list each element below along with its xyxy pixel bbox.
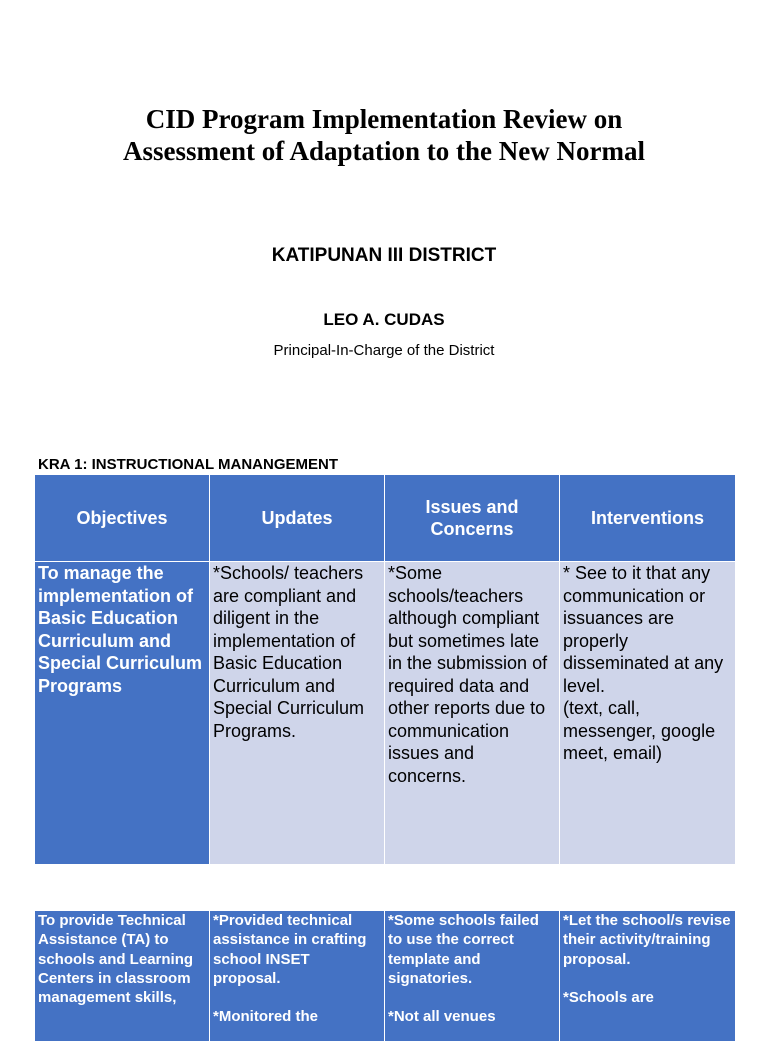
cell-issues [385, 911, 560, 1042]
cell-updates-text: *Schools/ teachers are compliant and diligent in the implementation of Basic Education Curriculum and Special Curriculum Programs. [213, 563, 365, 741]
header-updates: Updates [210, 475, 385, 562]
cell-interventions-text: * See to it that any communication or issuances are properly disseminated at any level. (text, call, messenger, google meet, email) [563, 563, 724, 763]
kra-table-continued [34, 910, 736, 1042]
cell-updates [210, 562, 385, 865]
cell-interventions [560, 911, 736, 1042]
cell-objective-text: To manage the implementation of Basic Education Curriculum and Special Curriculum Programs [38, 563, 203, 696]
header-objectives: Objectives [35, 475, 210, 562]
cell-interventions-text: *Let the school/s revise their activity/training proposal. *Schools are [563, 912, 731, 1007]
document-title: CID Program Implementation Review on Assessment of Adaptation to the New Normal [123, 104, 645, 166]
presenter-name: LEO A. CUDAS [323, 310, 445, 329]
kra-table [34, 474, 736, 865]
table-header-row [35, 475, 736, 562]
cell-objective [35, 562, 210, 865]
cell-interventions [560, 562, 736, 865]
cell-issues-text: *Some schools/teachers although compliant but sometimes late in the submission of required data and other reports due to communication issues and concerns. [388, 563, 548, 786]
header-issues-concerns: Issues and Concerns [385, 475, 560, 562]
cell-objective [35, 911, 210, 1042]
cell-updates-text: *Provided technical assistance in crafting school INSET proposal. *Monitored the [213, 912, 367, 1026]
presenter-role: Principal-In-Charge of the District [273, 342, 495, 359]
header-interventions: Interventions [560, 475, 736, 562]
cell-issues-text: *Some schools failed to use the correct template and signatories. *Not all venues [388, 912, 539, 1026]
cell-objective-text: To provide Technical Assistance (TA) to schools and Learning Centers in classroom management skills, [38, 912, 194, 1007]
table-row [35, 911, 736, 1042]
cell-issues [385, 562, 560, 865]
district-name: KATIPUNAN III DISTRICT [271, 245, 497, 266]
cell-updates [210, 911, 385, 1042]
table-row [35, 562, 736, 865]
kra-heading: KRA 1: INSTRUCTIONAL MANANGEMENT [38, 456, 338, 473]
